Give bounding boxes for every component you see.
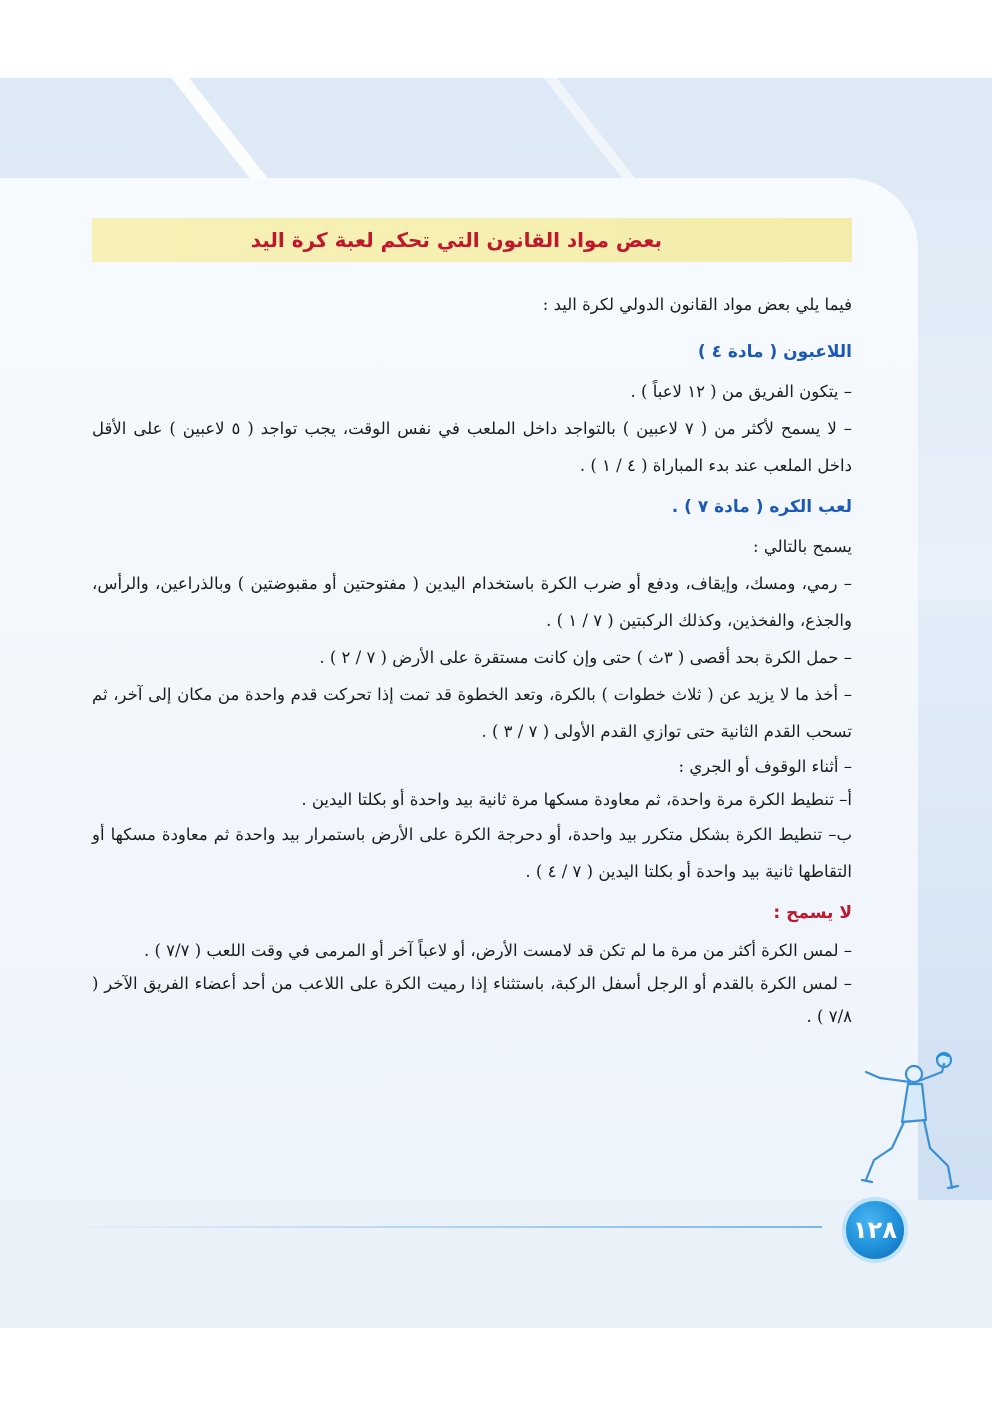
not-allowed-line-2: – لمس الكرة بالقدم أو الرجل أسفل الركبة، باستثناء إذا رميت الكرة على اللاعب من أحد أعضاء الفريق الآخر ( ٧/٨ ) . [92, 974, 852, 1026]
handball-player-icon [852, 1048, 962, 1198]
playing-line-6: ب– تنطيط الكرة بشكل متكرر بيد واحدة، أو دحرجة الكرة على الأرض باستمرار بيد واحدة ثم معاودة مسكها أو التقاطها ثانية بيد واحدة أو بكلتا اليدين ( ٧ / ٤ ) . [92, 825, 852, 881]
playing-line-5: أ– تنطيط الكرة مرة واحدة، ثم معاودة مسكها مرة ثانية بيد واحدة أو بكلتا اليدين . [301, 790, 852, 809]
playing-line-3: – أخذ ما لا يزيد عن ( ثلاث خطوات ) بالكرة، وتعد الخطوة قد تمت إذا تحركت قدم واحدة من مكان إلى آخر، ثم تسحب القدم الثانية حتى توازي القدم الأولى ( ٧ / ٣ ) . [92, 685, 852, 741]
players-line-2: – لا يسمح لأكثر من ( ٧ لاعبين ) بالتواجد داخل الملعب في نفس الوقت، يجب تواجد ( ٥ لاعبين ) على الأقل داخل الملعب عند بدء المباراة ( ٤ / ١ ) . [92, 419, 852, 475]
page-title: بعض مواد القانون التي تحكم لعبة كرة اليد [250, 228, 662, 252]
not-allowed-line-1: – لمس الكرة أكثر من مرة ما لم تكن قد لامست الأرض، أو لاعباً آخر أو المرمى في وقت اللعب ( ٧/٧ ) . [143, 941, 852, 960]
heading-players: اللاعبون ( مادة ٤ ) [697, 342, 852, 362]
playing-line-1: – رمي، ومسك، وإيقاف، ودفع أو ضرب الكرة باستخدام اليدين ( مفتوحتين أو مقبوضتين ) وبالذراعين، والرأس، والجذع، والفخذين، وكذلك الركبتين ( ٧ / ١ ) . [92, 574, 852, 630]
playing-line-2: – حمل الكرة بحد أقصى ( ٣ث ) حتى وإن كانت مستقرة على الأرض ( ٧ / ٢ ) . [319, 648, 852, 667]
players-line-1: – يتكون الفريق من ( ١٢ لاعباً ) . [630, 382, 852, 401]
page-number-badge [842, 1197, 908, 1263]
footer-rule [60, 1226, 822, 1228]
decorative-stripes [0, 78, 992, 188]
playing-line-4: – أثناء الوقوف أو الجري : [678, 757, 852, 776]
intro-text: فيما يلي بعض مواد القانون الدولي لكرة اليد : [542, 295, 852, 314]
title-bar [92, 218, 852, 262]
heading-not-allowed: لا يسمح : [773, 903, 852, 923]
page-number: ١٢٨ [853, 1216, 897, 1244]
allowed-label: يسمح بالتالي : [753, 537, 852, 556]
document-body [92, 282, 852, 1033]
heading-playing-ball: لعب الكره ( مادة ٧ ) . [671, 497, 852, 517]
